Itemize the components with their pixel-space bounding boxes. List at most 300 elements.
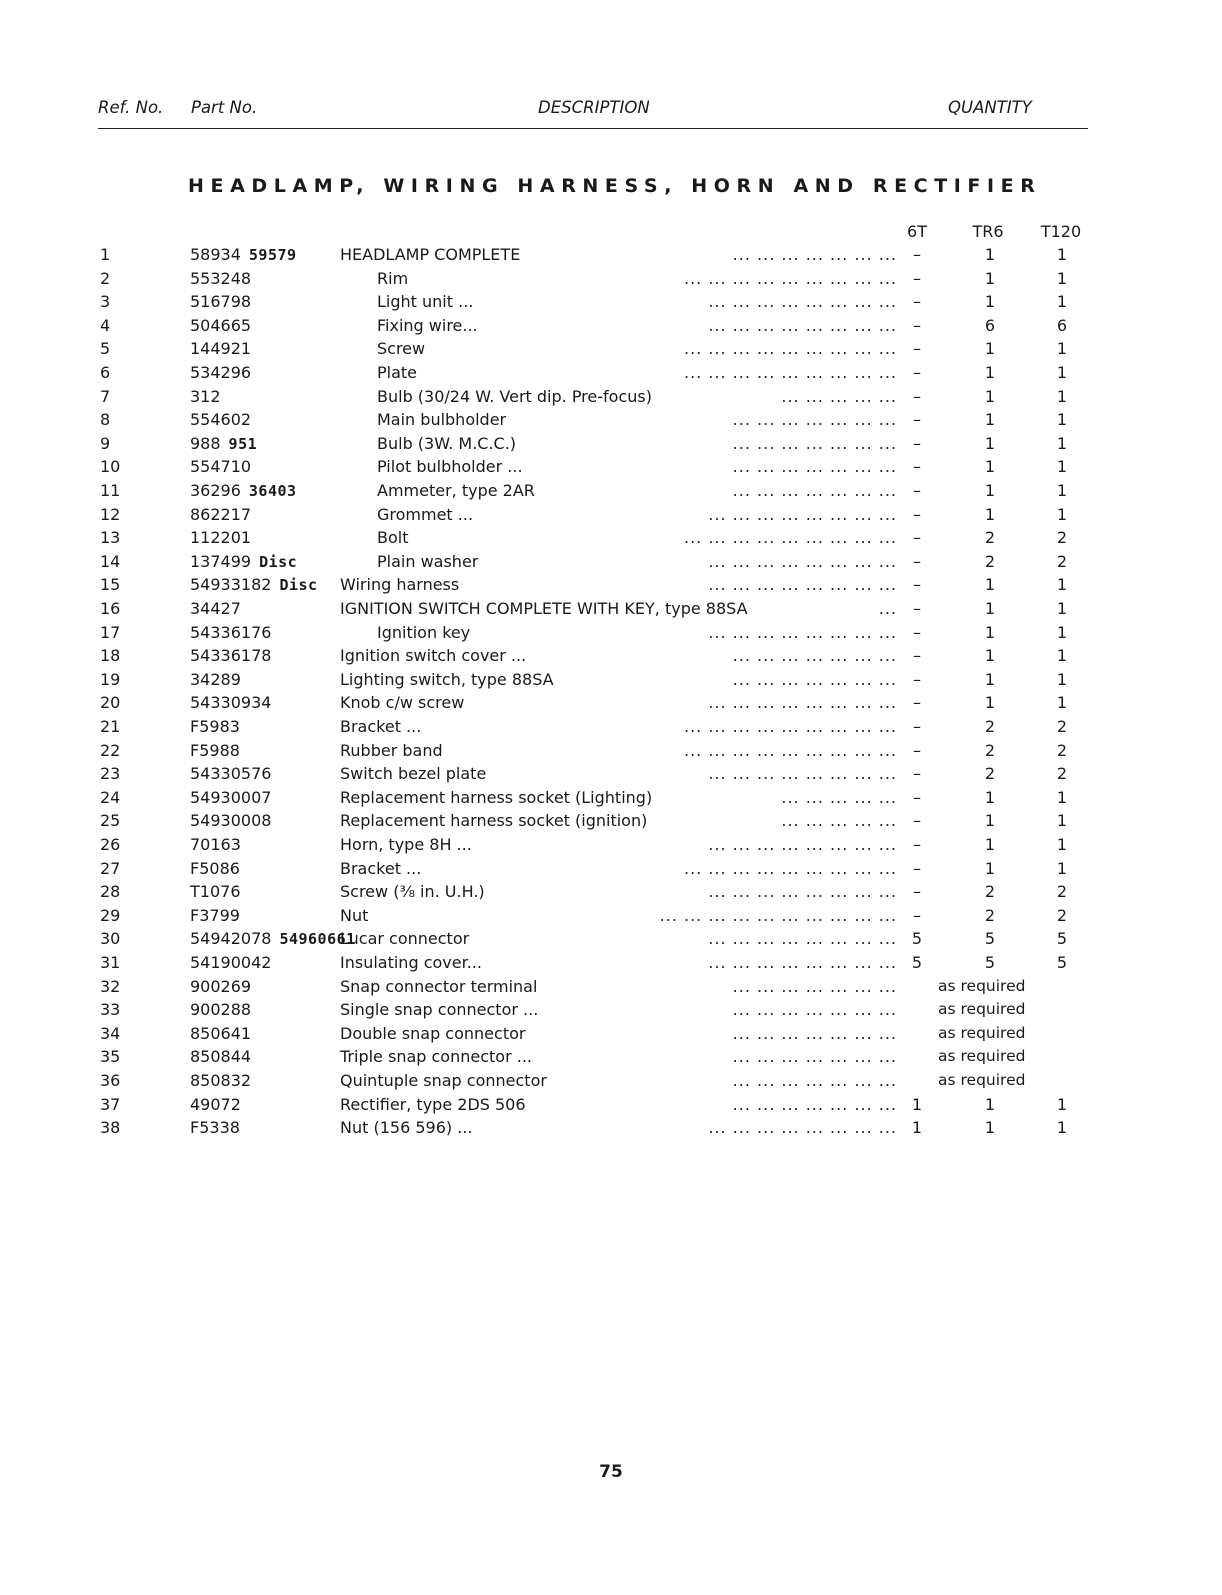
- table-row: [0, 316, 1222, 340]
- description: Bracket ...: [340, 858, 422, 878]
- qty-t120: 2: [1056, 528, 1068, 548]
- part-number: 862217: [190, 504, 252, 524]
- leader-dots: ... ... ... ... ...: [781, 386, 897, 406]
- description: Lighting switch, type 88SA: [340, 669, 554, 689]
- part-number: [190, 929, 356, 948]
- description: Wiring harness: [340, 575, 460, 595]
- qty-tr6: 2: [984, 905, 996, 925]
- qty-tr6: 1: [984, 268, 996, 288]
- description: Horn, type 8H ...: [340, 835, 472, 854]
- ref-number: 30: [100, 929, 121, 949]
- leader-dots: ... ... ... ... ... ... ... ...: [708, 764, 897, 784]
- description: Screw: [377, 339, 426, 359]
- part-number: F5086: [190, 858, 240, 878]
- ref-number: 33: [100, 1000, 121, 1020]
- qty-6t: –: [913, 575, 921, 595]
- qty-t120: 5: [1056, 953, 1068, 972]
- table-row: [0, 575, 1222, 599]
- description: Fixing wire...: [377, 315, 478, 335]
- qty-t120: 2: [1056, 717, 1068, 736]
- description: Lucar connector: [340, 929, 470, 949]
- ref-number: 2: [100, 268, 111, 288]
- ref-number: 24: [100, 787, 121, 807]
- table-row: [0, 387, 1222, 411]
- part-number: 34427: [190, 599, 241, 618]
- description: Nut: [340, 905, 369, 925]
- description: Rectifier, type 2DS 506: [340, 1094, 526, 1114]
- ref-number: 8: [100, 410, 111, 430]
- qty-6t: –: [913, 410, 921, 430]
- leader-dots: ... ... ... ... ... ... ...: [732, 457, 897, 477]
- qty-t120: 1: [1056, 669, 1068, 689]
- qty-6t: –: [913, 386, 921, 406]
- ref-number: 21: [100, 717, 121, 736]
- table-row: [0, 1047, 1222, 1071]
- qty-tr6: 2: [984, 717, 996, 736]
- header-description: DESCRIPTION: [538, 98, 650, 117]
- qty-t120: 1: [1056, 646, 1068, 666]
- qty-tr6: 2: [984, 740, 996, 760]
- table-row: [0, 906, 1222, 930]
- handwritten-annotation: Disc: [259, 552, 298, 571]
- qty-t120: 1: [1056, 292, 1068, 312]
- qty-6t: –: [913, 363, 921, 382]
- table-row: [0, 929, 1222, 953]
- qty-t120: 1: [1056, 339, 1068, 359]
- qty-tr6: 1: [984, 835, 996, 854]
- qty-6t: –: [913, 504, 921, 524]
- part-number: 553248: [190, 268, 252, 288]
- table-row: [0, 764, 1222, 788]
- handwritten-annotation: 59579: [248, 246, 297, 264]
- qty-6t: –: [913, 433, 921, 453]
- quantity-as-required: as required: [938, 1000, 1026, 1019]
- leader-dots: ... ... ... ... ... ... ... ...: [708, 292, 897, 312]
- qty-6t: –: [913, 858, 921, 878]
- part-number-text: 137499: [190, 551, 252, 571]
- qty-t120: 6: [1056, 315, 1068, 335]
- description: Ammeter, type 2AR: [377, 481, 535, 500]
- qty-6t: –: [913, 646, 921, 666]
- leader-dots: ... ... ... ... ... ... ... ...: [708, 835, 897, 854]
- qty-6t: –: [913, 622, 921, 642]
- qty-6t: –: [913, 764, 921, 784]
- ref-number: 7: [100, 386, 111, 406]
- leader-dots: ... ... ... ... ... ... ... ...: [708, 315, 897, 335]
- qty-tr6: 1: [984, 504, 996, 524]
- column-header-bar: [98, 98, 1088, 129]
- qty-t120: 1: [1056, 363, 1068, 382]
- description: Grommet ...: [377, 504, 474, 524]
- ref-number: 12: [100, 504, 121, 524]
- ref-number: 15: [100, 575, 121, 595]
- leader-dots: ... ... ... ... ... ... ...: [732, 1000, 897, 1020]
- description: Main bulbholder: [377, 410, 507, 430]
- qty-t120: 1: [1056, 787, 1068, 807]
- table-row: [0, 363, 1222, 387]
- ref-number: 14: [100, 551, 121, 571]
- qty-tr6: 1: [984, 693, 996, 713]
- ref-number: 22: [100, 740, 121, 760]
- part-number: F3799: [190, 905, 240, 925]
- qty-t120: 2: [1056, 905, 1068, 925]
- qty-tr6: 1: [984, 433, 996, 453]
- part-number: 34289: [190, 669, 241, 689]
- description: IGNITION SWITCH COMPLETE WITH KEY, type 88SA: [340, 599, 748, 618]
- header-quantity: QUANTITY: [948, 98, 1032, 117]
- page-number: 75: [599, 1462, 623, 1482]
- table-row: [0, 953, 1222, 977]
- qty-t120: 1: [1056, 268, 1068, 288]
- qty-6t: 5: [911, 929, 923, 949]
- ref-number: 25: [100, 811, 121, 831]
- description: Insulating cover...: [340, 953, 482, 972]
- ref-number: 36: [100, 1071, 121, 1090]
- qty-t120: 1: [1056, 1094, 1068, 1114]
- ref-number: 20: [100, 693, 121, 713]
- qty-tr6: 1: [984, 1118, 996, 1138]
- qty-tr6: 1: [984, 363, 996, 382]
- qty-6t: 1: [911, 1094, 923, 1114]
- qty-tr6: 1: [984, 646, 996, 666]
- part-number: [190, 481, 297, 500]
- part-number-text: 54942078: [190, 929, 272, 949]
- part-number: 54930007: [190, 787, 272, 807]
- qty-tr6: 1: [984, 1094, 996, 1114]
- description: Bolt: [377, 528, 409, 548]
- qty-t120: 1: [1056, 504, 1068, 524]
- ref-number: 10: [100, 457, 121, 477]
- part-number: 534296: [190, 363, 252, 382]
- quantity-as-required: as required: [938, 1023, 1026, 1042]
- part-number: F5338: [190, 1118, 240, 1138]
- ref-number: 23: [100, 764, 121, 784]
- part-number: 850641: [190, 1023, 252, 1043]
- table-row: [0, 1000, 1222, 1024]
- qty-tr6: 1: [984, 339, 996, 359]
- ref-number: 37: [100, 1094, 121, 1114]
- part-number: [190, 434, 257, 453]
- table-row: [0, 811, 1222, 835]
- qty-6t: –: [913, 835, 921, 854]
- qty-tr6: 1: [984, 292, 996, 312]
- leader-dots: ... ... ... ... ...: [781, 787, 897, 807]
- qty-t120: 1: [1056, 811, 1068, 831]
- table-row: [0, 835, 1222, 859]
- leader-dots: ... ... ... ... ... ... ...: [732, 433, 897, 453]
- qty-tr6: 2: [984, 764, 996, 784]
- part-number: 54190042: [190, 953, 272, 972]
- qty-6t: –: [913, 693, 921, 713]
- ref-number: 5: [100, 339, 111, 359]
- handwritten-annotation: 36403: [248, 482, 297, 500]
- qty-6t: –: [913, 528, 921, 548]
- ref-number: 32: [100, 976, 121, 996]
- leader-dots: ... ... ... ... ... ... ... ... ...: [683, 363, 897, 382]
- description: Plate: [377, 363, 418, 382]
- qty-t120: 2: [1056, 764, 1068, 784]
- ref-number: 16: [100, 599, 121, 618]
- description: Ignition switch cover ...: [340, 646, 527, 666]
- table-row: [0, 528, 1222, 552]
- qty-6t: –: [913, 717, 921, 736]
- qty-t120: 1: [1056, 245, 1068, 264]
- description: Snap connector terminal: [340, 976, 538, 996]
- description: Bulb (30/24 W. Vert dip. Pre-focus): [377, 386, 652, 406]
- handwritten-annotation: Disc: [279, 576, 318, 595]
- table-row: [0, 552, 1222, 576]
- qty-tr6: 1: [984, 622, 996, 642]
- leader-dots: ... ... ... ... ... ... ... ...: [708, 693, 897, 713]
- qty-tr6: 1: [984, 457, 996, 477]
- part-number: [190, 552, 297, 571]
- part-number: 516798: [190, 292, 252, 312]
- qty-tr6: 6: [984, 315, 996, 335]
- part-number-text: 54933182: [190, 575, 272, 595]
- qty-t120: 1: [1056, 386, 1068, 406]
- qty-t120: 1: [1056, 693, 1068, 713]
- description: Nut (156 596) ...: [340, 1118, 473, 1138]
- ref-number: 17: [100, 622, 121, 642]
- ref-number: 3: [100, 292, 111, 312]
- qty-6t: –: [913, 457, 921, 477]
- leader-dots: ... ... ... ... ... ... ... ... ...: [683, 268, 897, 288]
- qty-tr6: 1: [984, 481, 996, 500]
- qty-tr6: 1: [984, 858, 996, 878]
- part-number: F5983: [190, 717, 240, 736]
- description: Knob c/w screw: [340, 693, 465, 713]
- leader-dots: ... ... ... ... ... ... ... ... ...: [683, 339, 897, 359]
- part-number-text: 58934: [190, 245, 241, 264]
- leader-dots: ... ... ... ... ... ... ... ...: [708, 551, 897, 571]
- qty-tr6: 2: [984, 551, 996, 571]
- leader-dots: ... ... ... ... ... ... ...: [732, 1094, 897, 1114]
- ref-number: 11: [100, 481, 121, 500]
- qty-t120: 1: [1056, 1118, 1068, 1138]
- table-row: [0, 693, 1222, 717]
- table-row: [0, 717, 1222, 741]
- part-number: 554602: [190, 410, 252, 430]
- part-number: 850844: [190, 1047, 252, 1067]
- ref-number: 4: [100, 315, 111, 335]
- description: Screw (⅜ in. U.H.): [340, 882, 485, 902]
- part-number: 312: [190, 386, 221, 406]
- table-row: [0, 882, 1222, 906]
- table-row: [0, 410, 1222, 434]
- table-row: [0, 481, 1222, 505]
- leader-dots: ... ... ... ... ... ... ...: [732, 410, 897, 430]
- leader-dots: ... ... ... ... ... ... ... ... ...: [683, 717, 897, 736]
- column-tr6: TR6: [972, 222, 1004, 241]
- table-row: [0, 623, 1222, 647]
- leader-dots: ... ... ... ... ... ... ...: [732, 669, 897, 689]
- leader-dots: ... ... ... ... ... ... ...: [732, 646, 897, 666]
- qty-t120: 1: [1056, 433, 1068, 453]
- description: Rubber band: [340, 740, 443, 760]
- ref-number: 29: [100, 905, 121, 925]
- qty-t120: 2: [1056, 551, 1068, 571]
- table-row: [0, 741, 1222, 765]
- part-number: T1076: [190, 882, 241, 902]
- qty-6t: –: [913, 339, 921, 359]
- table-row: [0, 859, 1222, 883]
- part-number: 54330576: [190, 764, 272, 784]
- part-number: 900269: [190, 976, 252, 996]
- ref-number: 26: [100, 835, 121, 854]
- part-number: 54930008: [190, 811, 272, 831]
- qty-6t: 1: [911, 1118, 923, 1138]
- leader-dots: ...: [878, 599, 897, 618]
- part-number: 54330934: [190, 693, 272, 713]
- qty-t120: 2: [1056, 740, 1068, 760]
- column-t120: T120: [1040, 222, 1082, 241]
- description: Single snap connector ...: [340, 1000, 539, 1020]
- table-row: [0, 1071, 1222, 1095]
- qty-6t: –: [913, 315, 921, 335]
- part-number: 900288: [190, 1000, 252, 1020]
- description: Bulb (3W. M.C.C.): [377, 433, 517, 453]
- qty-6t: –: [913, 599, 921, 618]
- leader-dots: ... ... ... ... ... ... ... ...: [708, 882, 897, 902]
- table-row: [0, 434, 1222, 458]
- qty-t120: 1: [1056, 835, 1068, 854]
- qty-tr6: 1: [984, 787, 996, 807]
- qty-6t: –: [913, 740, 921, 760]
- table-row: [0, 1024, 1222, 1048]
- leader-dots: ... ... ... ... ... ... ... ...: [708, 953, 897, 972]
- leader-dots: ... ... ... ... ... ... ... ... ... ...: [659, 905, 897, 925]
- leader-dots: ... ... ... ... ... ... ... ...: [708, 504, 897, 524]
- description: Replacement harness socket (ignition): [340, 811, 648, 831]
- table-row: [0, 457, 1222, 481]
- qty-tr6: 1: [984, 669, 996, 689]
- ref-number: 28: [100, 882, 121, 902]
- qty-6t: –: [913, 245, 921, 264]
- ref-number: 13: [100, 528, 121, 548]
- part-number: 554710: [190, 457, 252, 477]
- table-row: [0, 292, 1222, 316]
- description: Replacement harness socket (Lighting): [340, 787, 653, 807]
- description: Rim: [377, 268, 409, 288]
- qty-tr6: 5: [984, 929, 996, 949]
- part-number: 54336178: [190, 646, 272, 666]
- ref-number: 9: [100, 433, 111, 453]
- table-row: [0, 788, 1222, 812]
- qty-t120: 1: [1056, 599, 1068, 618]
- qty-tr6: 1: [984, 599, 996, 618]
- description: Pilot bulbholder ...: [377, 457, 523, 477]
- leader-dots: ... ... ... ... ...: [781, 811, 897, 831]
- part-number: 504665: [190, 315, 252, 335]
- qty-6t: –: [913, 669, 921, 689]
- ref-number: 31: [100, 953, 121, 972]
- quantity-as-required: as required: [938, 1047, 1026, 1066]
- leader-dots: ... ... ... ... ... ... ... ...: [708, 929, 897, 949]
- qty-6t: –: [913, 551, 921, 571]
- part-number: 49072: [190, 1094, 241, 1114]
- column-6t: 6T: [907, 222, 927, 241]
- qty-6t: –: [913, 292, 921, 312]
- qty-tr6: 2: [984, 528, 996, 548]
- leader-dots: ... ... ... ... ... ... ... ... ...: [683, 740, 897, 760]
- qty-t120: 1: [1056, 622, 1068, 642]
- table-row: [0, 977, 1222, 1001]
- qty-t120: 1: [1056, 575, 1068, 595]
- table-row: [0, 599, 1222, 623]
- leader-dots: ... ... ... ... ... ... ... ... ...: [683, 858, 897, 878]
- header-ref-no: Ref. No.: [98, 98, 164, 117]
- part-number: 144921: [190, 339, 252, 359]
- part-number: [190, 575, 318, 594]
- leader-dots: ... ... ... ... ... ... ...: [732, 1047, 897, 1067]
- leader-dots: ... ... ... ... ... ... ... ... ...: [683, 528, 897, 548]
- table-row: [0, 245, 1222, 269]
- leader-dots: ... ... ... ... ... ... ...: [732, 1023, 897, 1043]
- leader-dots: ... ... ... ... ... ... ...: [732, 976, 897, 996]
- part-number-text: 988: [190, 433, 221, 453]
- qty-tr6: 5: [984, 953, 996, 972]
- description: Ignition key: [377, 622, 471, 642]
- description: Triple snap connector ...: [340, 1047, 532, 1067]
- leader-dots: ... ... ... ... ... ... ... ...: [708, 1118, 897, 1138]
- ref-number: 18: [100, 646, 121, 666]
- qty-tr6: 1: [984, 575, 996, 595]
- leader-dots: ... ... ... ... ... ... ...: [732, 1071, 897, 1090]
- qty-t120: 1: [1056, 410, 1068, 430]
- ref-number: 35: [100, 1047, 121, 1067]
- ref-number: 19: [100, 669, 121, 689]
- ref-number: 34: [100, 1023, 121, 1043]
- qty-6t: –: [913, 787, 921, 807]
- table-row: [0, 269, 1222, 293]
- table-row: [0, 339, 1222, 363]
- qty-tr6: 2: [984, 882, 996, 902]
- qty-6t: –: [913, 882, 921, 902]
- ref-number: 6: [100, 363, 111, 382]
- qty-t120: 5: [1056, 929, 1068, 949]
- qty-6t: –: [913, 811, 921, 831]
- quantity-as-required: as required: [938, 1071, 1026, 1089]
- description: Quintuple snap connector: [340, 1071, 547, 1090]
- table-row: [0, 505, 1222, 529]
- ref-number: 1: [100, 245, 111, 264]
- table-row: [0, 646, 1222, 670]
- part-number-text: 36296: [190, 481, 241, 500]
- table-row: [0, 670, 1222, 694]
- ref-number: 27: [100, 858, 121, 878]
- qty-tr6: 1: [984, 245, 996, 264]
- qty-6t: 5: [911, 953, 923, 972]
- leader-dots: ... ... ... ... ... ... ... ...: [708, 622, 897, 642]
- part-number: 850832: [190, 1071, 252, 1090]
- part-number: 70163: [190, 835, 241, 854]
- part-number: 54336176: [190, 622, 272, 642]
- qty-t120: 1: [1056, 481, 1068, 500]
- qty-t120: 1: [1056, 858, 1068, 878]
- qty-t120: 2: [1056, 882, 1068, 902]
- table-row: [0, 1095, 1222, 1119]
- handwritten-annotation: 951: [228, 434, 258, 453]
- handwritten-annotation: 54960661: [279, 930, 356, 949]
- qty-tr6: 1: [984, 811, 996, 831]
- qty-t120: 1: [1056, 457, 1068, 477]
- description: Plain washer: [377, 551, 479, 571]
- leader-dots: ... ... ... ... ... ... ... ...: [708, 575, 897, 595]
- part-number: [190, 245, 297, 264]
- qty-tr6: 1: [984, 410, 996, 430]
- leader-dots: ... ... ... ... ... ... ...: [732, 481, 897, 500]
- qty-6t: –: [913, 268, 921, 288]
